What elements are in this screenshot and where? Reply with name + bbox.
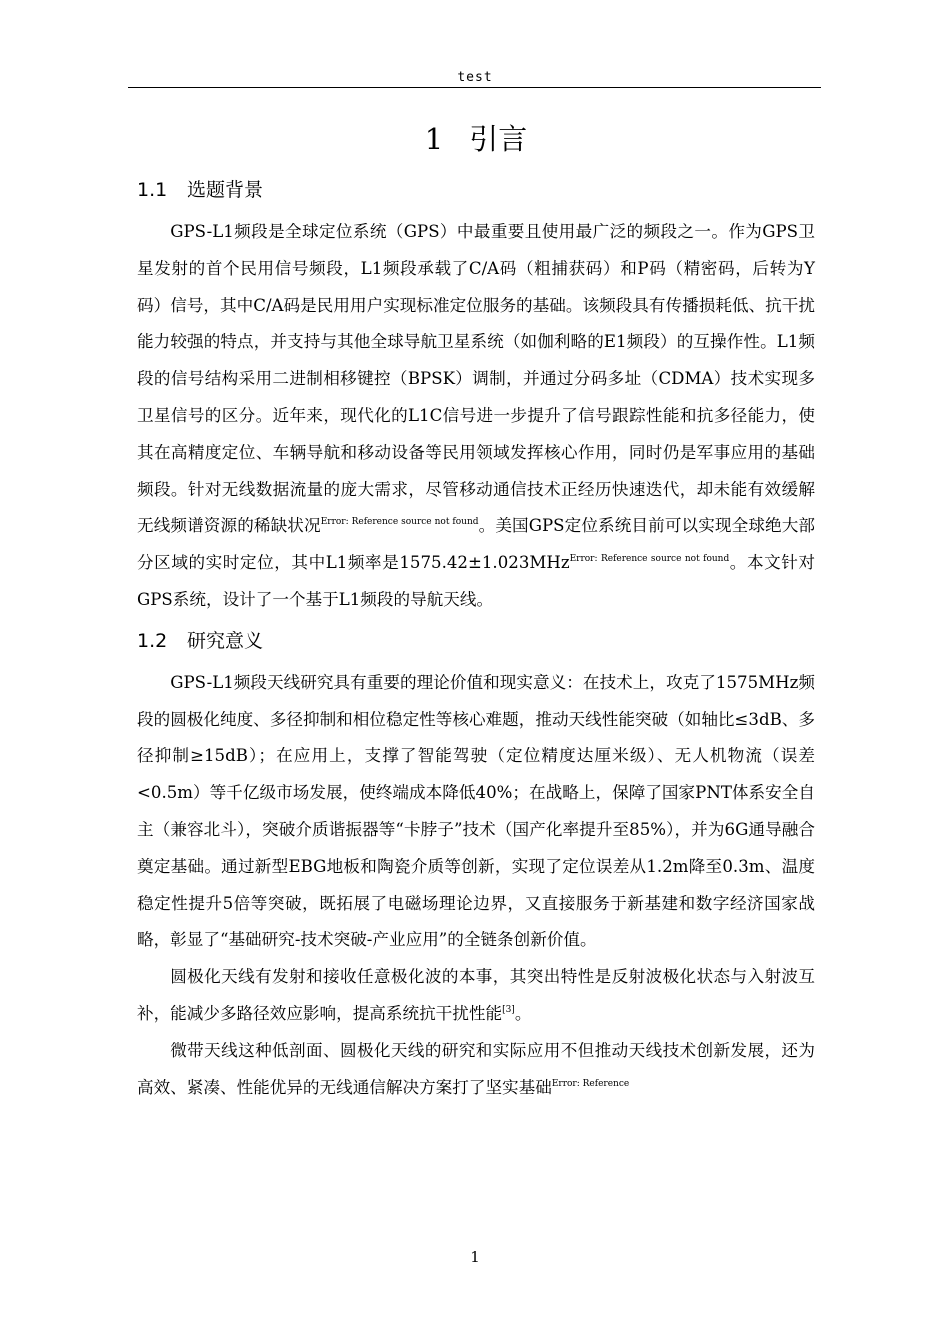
citation-3: [3] [502,1004,515,1015]
header-rule [128,87,821,88]
chapter-number: 1 [424,122,444,156]
paragraph [137,665,815,959]
paragraph-text: 。本文针对GPS系统，设计了一个基于L1频段的导航天线。 [137,553,816,609]
section-title-background [137,170,815,210]
paragraph-text: 。 [514,1003,532,1023]
paragraph-text: 微带天线这种低剖面、圆极化天线的研究和实际应用不但推动天线技术创新发展，还为高效、紧凑、性能优异的无线通信解决方案打了坚实基础 [137,1040,815,1097]
section-title-text: 研究意义 [187,629,264,652]
section-number: 1.1 [137,179,168,201]
reference-error-note: Error: Reference source not found [569,554,730,565]
reference-error-note: Error: Reference [551,1078,630,1089]
section-title-significance [137,621,815,661]
section-number: 1.2 [137,629,168,652]
page-content [137,116,815,1106]
reference-error-note: Error: Reference source not found [320,517,479,528]
paragraph [137,1033,815,1107]
paragraph [137,959,815,1033]
paragraph-text: 。美国GPS定位系统目前可以实现全球绝大部分区域的实时定位，其中L1频率是1575.42±1.023MHz [137,516,816,573]
paragraph [137,214,815,619]
paragraph-text: 圆极化天线有发射和接收任意极化波的本事，其突出特性是反射波极化状态与入射波互补，能减少多路径效应影响，提高系统抗干扰性能 [137,967,815,1023]
page-number: 1 [470,1248,480,1266]
paragraph-text: GPS-L1频段是全球定位系统（GPS）中最重要且使用最广泛的频段之一。作为GPS卫星发射的首个民用信号频段，L1频段承载了C/A码（粗捕获码）和P码（精密码，后转为Y码）信号，其中C/A码是民用用户实现标准定位服务的基础。该频段具有传播损耗低、抗干扰能力较强的特点，并支持与其他全球导航卫星系统（如伽利略的E1频段）的互操作性。L1频段的信号结构采用二进制相移键控（BPSK）调制，并通过分码多址（CDMA）技术实现多卫星信号的区分。近年来，现代化的L1C信号进一步提升了信号跟踪性能和抗多径能力，使其在高精度定位、车辆导航和移动设备等民用领域发挥核心作用，同时仍是军事应用的基础频段。针对无线数据流量的庞大需求，尽管移动通信技术正经历快速迭代，却未能有效缓解无线频谱资源的稀缺状况 [137,222,815,536]
chapter-title-text: 引言 [469,122,528,156]
paragraph-text: GPS-L1频段天线研究具有重要的理论价值和现实意义：在技术上，攻克了1575MHz频段的圆极化纯度、多径抑制和相位稳定性等核心难题，推动天线性能突破（如轴比≤3dB、多径抑制≥15dB）；在应用上，支撑了智能驾驶（定位精度达厘米级）、无人机物流（误差<0.5m）等千亿级市场发展，使终端成本降低40%；在战略上，保障了国家PNT体系安全自主（兼容北斗），突破介质谐振器等“卡脖子”技术（国产化率提升至85%），并为6G通导融合奠定基础。通过新型EBG地板和陶瓷介质等创新，实现了定位误差从1.2m降至0.3m、温度稳定性提升5倍等突破，既拓展了电磁场理论边界，又直接服务于新基建和数字经济国家战略，彰显了“基础研究-技术突破-产业应用”的全链条创新价值。 [137,672,815,950]
section-title-text: 选题背景 [187,179,264,201]
page-header: test [457,70,493,85]
chapter-title [137,116,815,162]
